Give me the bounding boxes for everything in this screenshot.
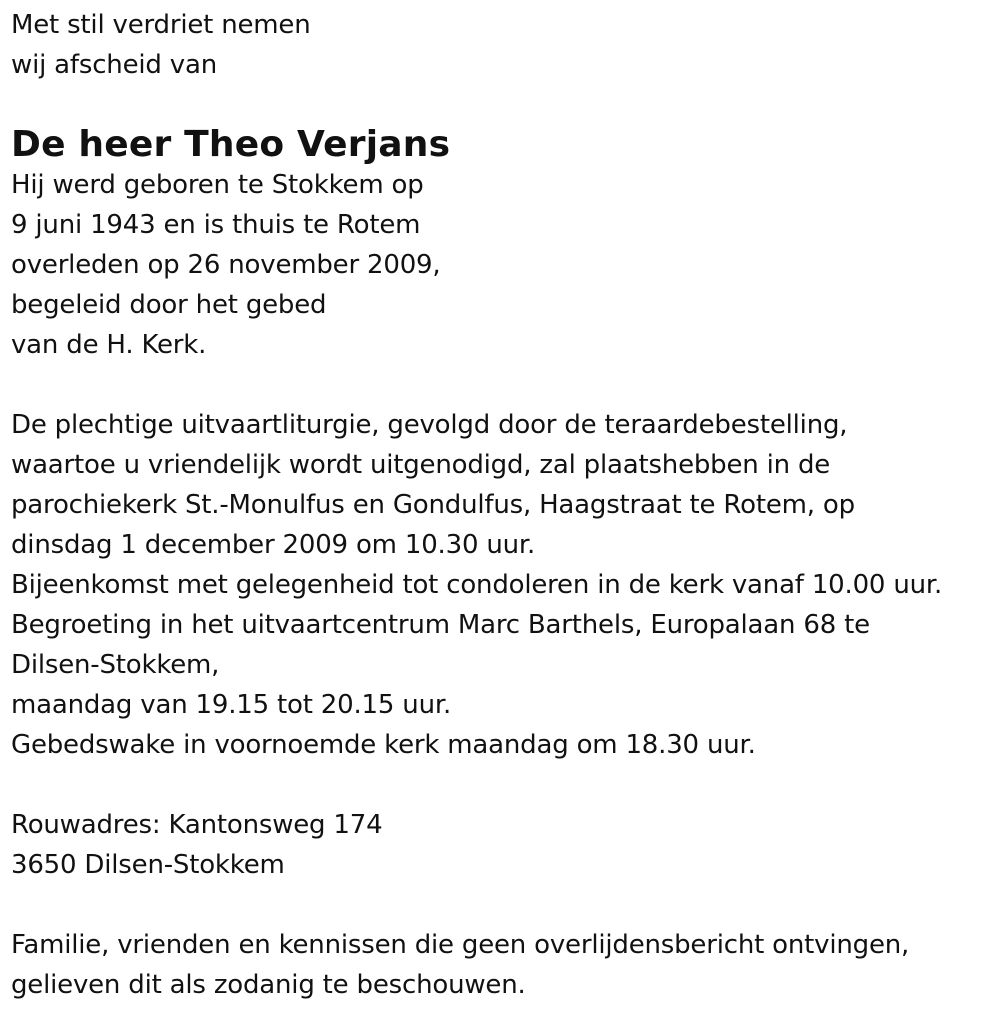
intro-line: wij afscheid van [11, 50, 217, 80]
address-section [11, 805, 996, 885]
funeral-line: Bijeenkomst met gelegenheid tot condoleren in de kerk vanaf 10.00 uur. [11, 570, 943, 600]
funeral-line: De plechtige uitvaartliturgie, gevolgd door de teraardebestelling, [11, 410, 848, 440]
obituary-notice [11, 5, 996, 1005]
address-line: 3650 Dilsen-Stokkem [11, 850, 285, 880]
paragraph-spacer [11, 765, 996, 805]
funeral-line: parochiekerk St.-Monulfus en Gondulfus, Haagstraat te Rotem, op [11, 490, 855, 520]
intro-section [11, 5, 996, 85]
funeral-line: maandag van 19.15 tot 20.15 uur. [11, 690, 452, 720]
biography-line: overleden op 26 november 2009, [11, 250, 441, 280]
closing-section [11, 925, 996, 1005]
biography-line: begeleid door het gebed [11, 290, 327, 320]
funeral-line: Gebedswake in voornoemde kerk maandag om 18.30 uur. [11, 730, 756, 760]
paragraph-spacer [11, 885, 996, 925]
biography-section [11, 165, 996, 365]
deceased-name: De heer Theo Verjans [11, 124, 451, 165]
biography-line: 9 juni 1943 en is thuis te Rotem [11, 210, 421, 240]
intro-line: Met stil verdriet nemen [11, 10, 311, 40]
biography-line: van de H. Kerk. [11, 330, 207, 360]
funeral-line: Dilsen-Stokkem, [11, 650, 220, 680]
closing-line: gelieven dit als zodanig te beschouwen. [11, 970, 526, 1000]
biography-line: Hij werd geboren te Stokkem op [11, 170, 424, 200]
paragraph-spacer [11, 365, 996, 405]
closing-line: Familie, vrienden en kennissen die geen overlijdensbericht ontvingen, [11, 930, 910, 960]
funeral-line: Begroeting in het uitvaartcentrum Marc Barthels, Europalaan 68 te [11, 610, 870, 640]
funeral-line: dinsdag 1 december 2009 om 10.30 uur. [11, 530, 536, 560]
funeral-line: waartoe u vriendelijk wordt uitgenodigd, zal plaatshebben in de [11, 450, 831, 480]
address-line: Rouwadres: Kantonsweg 174 [11, 810, 383, 840]
funeral-section [11, 405, 996, 765]
